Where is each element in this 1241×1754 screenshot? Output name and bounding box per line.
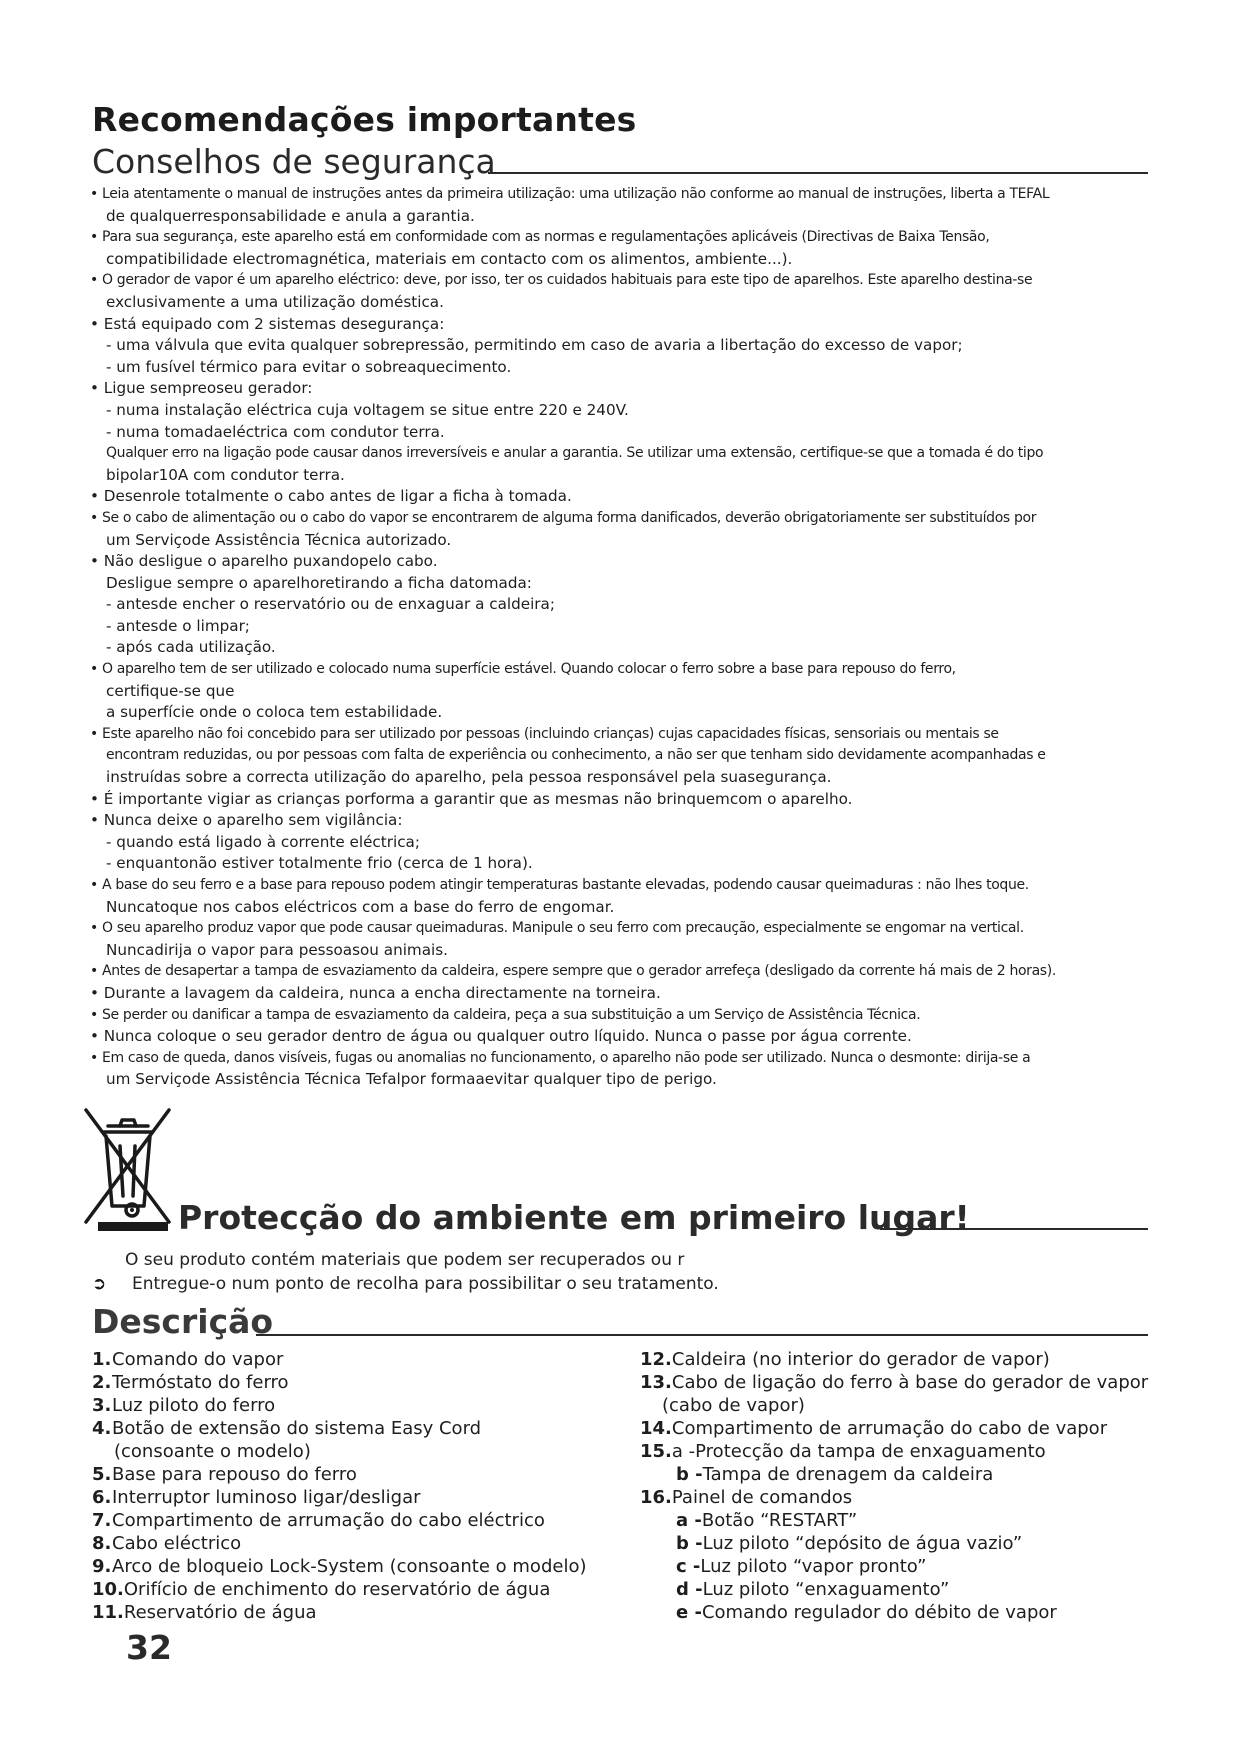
description-item [92, 1348, 652, 1371]
description-title: Descrição [92, 1302, 274, 1341]
safety-line: exclusivamente a uma utilização doméstica. [106, 292, 444, 311]
item-number: b - [676, 1533, 703, 1554]
safety-line: • Leia atentamente o manual de instruções antes da primeira utilização: uma utilização não conforme ao manual de instruções, liberta a TEFAL [90, 186, 1050, 202]
item-number: 11. [92, 1602, 124, 1623]
safety-line: - quando está ligado à corrente eléctrica; [106, 832, 420, 851]
description-item [92, 1555, 652, 1578]
item-text: (consoante o modelo) [114, 1441, 311, 1462]
safety-line: - numa tomadaeléctrica com condutor terra. [106, 422, 445, 441]
item-text: Compartimento de arrumação do cabo de vapor [671, 1418, 1108, 1439]
item-number: 6. [92, 1487, 112, 1508]
description-item [92, 1509, 652, 1532]
item-number: 9. [92, 1556, 112, 1577]
description-item [640, 1348, 1200, 1371]
safety-line: • Durante a lavagem da caldeira, nunca a encha directamente na torneira. [90, 983, 661, 1002]
safety-line: Nuncatoque nos cabos eléctricos com a base do ferro de engomar. [106, 897, 615, 916]
safety-line: - antesde o limpar; [106, 616, 250, 635]
description-item [640, 1532, 1200, 1555]
safety-title: Conselhos de segurança [92, 142, 496, 181]
item-number: 7. [92, 1510, 112, 1531]
item-number: 3. [92, 1395, 112, 1416]
safety-line: Nuncadirija o vapor para pessoasou animais. [106, 940, 448, 959]
description-list-left [92, 1348, 652, 1624]
item-text: Orifício de enchimento do reservatório de água [123, 1579, 551, 1600]
safety-line: • Ligue sempreoseu gerador: [90, 379, 313, 398]
item-text: Luz piloto “enxaguamento” [702, 1579, 950, 1600]
safety-line: Desligue sempre o aparelhoretirando a ficha datomada: [106, 573, 532, 592]
item-number: 5. [92, 1464, 112, 1485]
description-item [92, 1601, 652, 1624]
safety-line: de qualquerresponsabilidade e anula a garantia. [106, 206, 475, 225]
description-list-right [640, 1348, 1200, 1624]
item-text: Base para repouso do ferro [112, 1464, 357, 1485]
safety-line: • Em caso de queda, danos visíveis, fugas ou anomalias no funcionamento, o aparelho não pode ser utilizado. Nunca o desmonte: dirija-se a [90, 1049, 1031, 1066]
item-number: 12. [640, 1349, 672, 1370]
main-title: Recomendações importantes [92, 100, 637, 139]
safety-line: bipolar10A com condutor terra. [106, 465, 345, 484]
environment-title: Protecção do ambiente em primeiro lugar! [178, 1198, 970, 1237]
description-item [640, 1509, 1200, 1532]
safety-line: • É importante vigiar as crianças porforma a garantir que as mesmas não brinquemcom o aparelho. [90, 789, 853, 808]
safety-line: • Está equipado com 2 sistemas desegurança: [90, 314, 445, 333]
safety-line: • Nunca coloque o seu gerador dentro de água ou qualquer outro líquido. Nunca o passe por água corrente. [90, 1027, 912, 1046]
item-number: 4. [92, 1418, 112, 1439]
item-text: Compartimento de arrumação do cabo eléctrico [112, 1510, 545, 1531]
environment-line-1: O seu produto contém materiais que podem ser recuperados ou r [125, 1250, 685, 1270]
description-item [92, 1440, 652, 1463]
safety-line: • Nunca deixe o aparelho sem vigilância: [90, 811, 403, 830]
description-item [640, 1440, 1200, 1463]
description-item [640, 1417, 1200, 1440]
environment-line-2: Entregue-o num ponto de recolha para possibilitar o seu tratamento. [132, 1274, 719, 1294]
safety-line: - um fusível térmico para evitar o sobreaquecimento. [106, 357, 512, 376]
item-text: a -Protecção da tampa de enxaguamento [671, 1441, 1046, 1462]
description-item [640, 1371, 1200, 1394]
safety-line: um Serviçode Assistência Técnica Tefalpor formaaevitar qualquer tipo de perigo. [106, 1070, 717, 1089]
safety-line: - antesde encher o reservatório ou de enxaguar a caldeira; [106, 595, 555, 614]
item-number: e - [676, 1602, 702, 1623]
safety-line: • O gerador de vapor é um aparelho eléctrico: deve, por isso, ter os cuidados habituais para este tipo de aparelhos. Este aparelho destina-se [90, 272, 1033, 289]
item-number: c - [676, 1556, 701, 1577]
item-text: Luz piloto “vapor pronto” [700, 1556, 927, 1577]
safety-line: instruídas sobre a correcta utilização do aparelho, pela pessoa responsável pela suasegurança. [106, 768, 832, 787]
safety-title-rule [488, 172, 1148, 174]
crossed-bin-icon [80, 1106, 175, 1230]
description-item [640, 1601, 1200, 1624]
safety-line: • O seu aparelho produz vapor que pode causar queimaduras. Manipule o seu ferro com precaução, especialmente se engomar na vertical. [90, 920, 1024, 937]
item-number: d - [676, 1579, 703, 1600]
description-item [92, 1371, 652, 1394]
item-text: Comando do vapor [112, 1349, 284, 1370]
safety-line: • Este aparelho não foi concebido para ser utilizado por pessoas (incluindo crianças) cujas capacidades físicas, sensoriais ou mentais se [90, 725, 999, 742]
safety-line: um Serviçode Assistência Técnica autorizado. [106, 530, 452, 549]
safety-line: • Se perder ou danificar a tampa de esvaziamento da caldeira, peça a sua substituição a um Serviço de Assistência Técnica. [90, 1006, 921, 1023]
description-item [92, 1486, 652, 1509]
item-number: b - [676, 1464, 703, 1485]
safety-line: • Para sua segurança, este aparelho está em conformidade com as normas e regulamentações aplicáveis (Directivas de Baixa Tensão, [90, 229, 990, 246]
item-text: Painel de comandos [671, 1487, 853, 1508]
item-number: 15. [640, 1441, 672, 1462]
environment-title-rule [880, 1228, 1148, 1230]
description-item [640, 1486, 1200, 1509]
item-text: Luz piloto do ferro [112, 1395, 276, 1416]
item-text: Arco de bloqueio Lock-System (consoante o modelo) [112, 1556, 587, 1577]
item-text: Luz piloto “depósito de água vazio” [702, 1533, 1023, 1554]
safety-line: - uma válvula que evita qualquer sobrepressão, permitindo em caso de avaria a libertação do excesso de vapor; [106, 336, 963, 355]
item-text: Comando regulador do débito de vapor [701, 1602, 1057, 1623]
description-item [92, 1532, 652, 1555]
safety-line: • Antes de desapertar a tampa de esvaziamento da caldeira, espere sempre que o gerador arrefeça (desligado da corrente há mais de 2 horas). [90, 963, 1056, 980]
description-item [640, 1578, 1200, 1601]
item-text: Tampa de drenagem da caldeira [702, 1464, 994, 1485]
description-item [92, 1394, 652, 1417]
item-number: 8. [92, 1533, 112, 1554]
item-text: Botão “RESTART” [701, 1510, 858, 1531]
safety-line: certifique-se que [106, 681, 235, 700]
item-text: Botão de extensão do sistema Easy Cord [112, 1418, 482, 1439]
item-text: Interruptor luminoso ligar/desligar [112, 1487, 421, 1508]
safety-line: encontram reduzidas, ou por pessoas com falta de experiência ou conhecimento, a não ser que tenham sido devidamente acompanhadas e [106, 747, 1046, 764]
item-text: Cabo de ligação do ferro à base do gerador de vapor [671, 1372, 1149, 1393]
safety-line: Qualquer erro na ligação pode causar danos irreversíveis e anular a garantia. Se utilizar uma extensão, certifique-se que a tomada é do tipo [106, 445, 1044, 462]
safety-line: • O aparelho tem de ser utilizado e colocado numa superfície estável. Quando colocar o ferro sobre a base para repouso do ferro, [90, 661, 956, 678]
safety-line: - após cada utilização. [106, 638, 276, 657]
item-text: Caldeira (no interior do gerador de vapor) [671, 1349, 1050, 1370]
safety-line: compatibilidade electromagnética, materiais em contacto com os alimentos, ambiente...). [106, 249, 793, 268]
item-text: Termóstato do ferro [112, 1372, 289, 1393]
item-number: 16. [640, 1487, 672, 1508]
item-number: 2. [92, 1372, 112, 1393]
safety-line: - numa instalação eléctrica cuja voltagem se situe entre 220 e 240V. [106, 400, 629, 419]
page-number: 32 [126, 1628, 172, 1667]
item-text: (cabo de vapor) [662, 1395, 805, 1416]
description-item [640, 1394, 1200, 1417]
item-text: Reservatório de água [123, 1602, 317, 1623]
item-text: Cabo eléctrico [112, 1533, 242, 1554]
description-item [92, 1578, 652, 1601]
item-number: 1. [92, 1349, 112, 1370]
safety-line: • A base do seu ferro e a base para repouso podem atingir temperaturas bastante elevadas, podendo causar queimaduras : não lhes toque. [90, 877, 1029, 893]
description-item [640, 1555, 1200, 1578]
description-item [92, 1463, 652, 1486]
item-number: a - [676, 1510, 702, 1531]
safety-line: • Não desligue o aparelho puxandopelo cabo. [90, 552, 438, 571]
safety-line: - enquantonão estiver totalmente frio (cerca de 1 hora). [106, 854, 533, 873]
arrow-bullet-icon: ➲ [92, 1274, 107, 1294]
item-number: 10. [92, 1579, 124, 1600]
safety-line: • Se o cabo de alimentação ou o cabo do vapor se encontrarem de alguma forma danificados, deverão obrigatoriamente ser substituídos por [90, 509, 1037, 526]
item-number: 13. [640, 1372, 672, 1393]
safety-line: • Desenrole totalmente o cabo antes de ligar a ficha à tomada. [90, 487, 572, 506]
safety-text [90, 184, 1150, 1091]
safety-line: a superfície onde o coloca tem estabilidade. [106, 703, 443, 722]
environment-title-bar [98, 1222, 168, 1231]
description-title-rule [256, 1334, 1148, 1336]
description-item [640, 1463, 1200, 1486]
item-number: 14. [640, 1418, 672, 1439]
description-item [92, 1417, 652, 1440]
